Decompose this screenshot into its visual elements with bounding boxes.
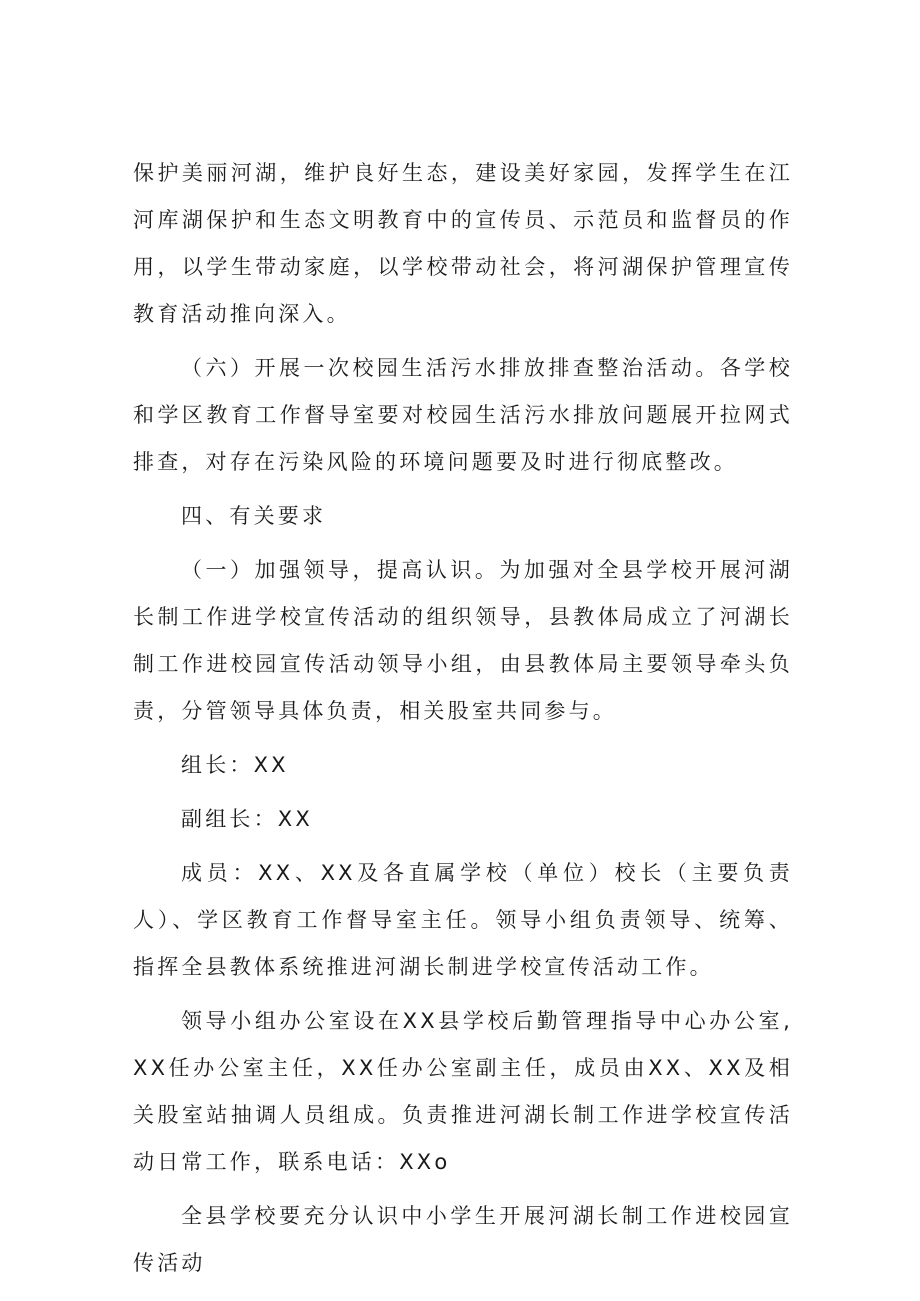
- office-paragraph: 领导小组办公室设在XX县学校后勤管理指导中心办公室,XX任办公室主任，XX任办公室副主任，成员由XX、XX及相关股室站抽调人员组成。负责推进河湖长制工作进学校宣传活动日常工作，联系电话：XXo: [133, 1009, 793, 1174]
- section-heading-requirements: 四、有关要求: [181, 504, 327, 528]
- paragraph-item-6: （六）开展一次校园生活污水排放排查整治活动。各学校和学区教育工作督导室要对校园生活污水排放问题展开拉网式排查，对存在污染风险的环境问题要及时进行彻底整改。: [133, 356, 793, 474]
- paragraph-continuation: 保护美丽河湖，维护良好生态，建设美好家园，发挥学生在江河库湖保护和生态文明教育中的宣传员、示范员和监督员的作用，以学生带动家庭，以学校带动社会，将河湖保护管理宣传教育活动推向深入。: [133, 161, 793, 326]
- paragraph-item-1-leadership: （一）加强领导，提高认识。为加强对全县学校开展河湖长制工作进学校宣传活动的组织领导，县教体局成立了河湖长制工作进校园宣传活动领导小组，由县教体局主要领导牵头负责，分管领导具体负责，相关股室共同参与。: [133, 558, 793, 723]
- paragraph-awareness: 全县学校要充分认识中小学生开展河湖长制工作进校园宣传活动: [133, 1204, 793, 1275]
- document-body: [133, 150, 793, 1294]
- members-paragraph: 成员：XX、XX及各直属学校（单位）校长（主要负责人）、学区教育工作督导室主任。领导小组负责领导、统筹、指挥全县教体系统推进河湖长制进学校宣传活动工作。: [133, 861, 793, 979]
- group-leader-line: 组长：XX: [181, 753, 289, 777]
- deputy-leader-line: 副组长：XX: [181, 807, 313, 831]
